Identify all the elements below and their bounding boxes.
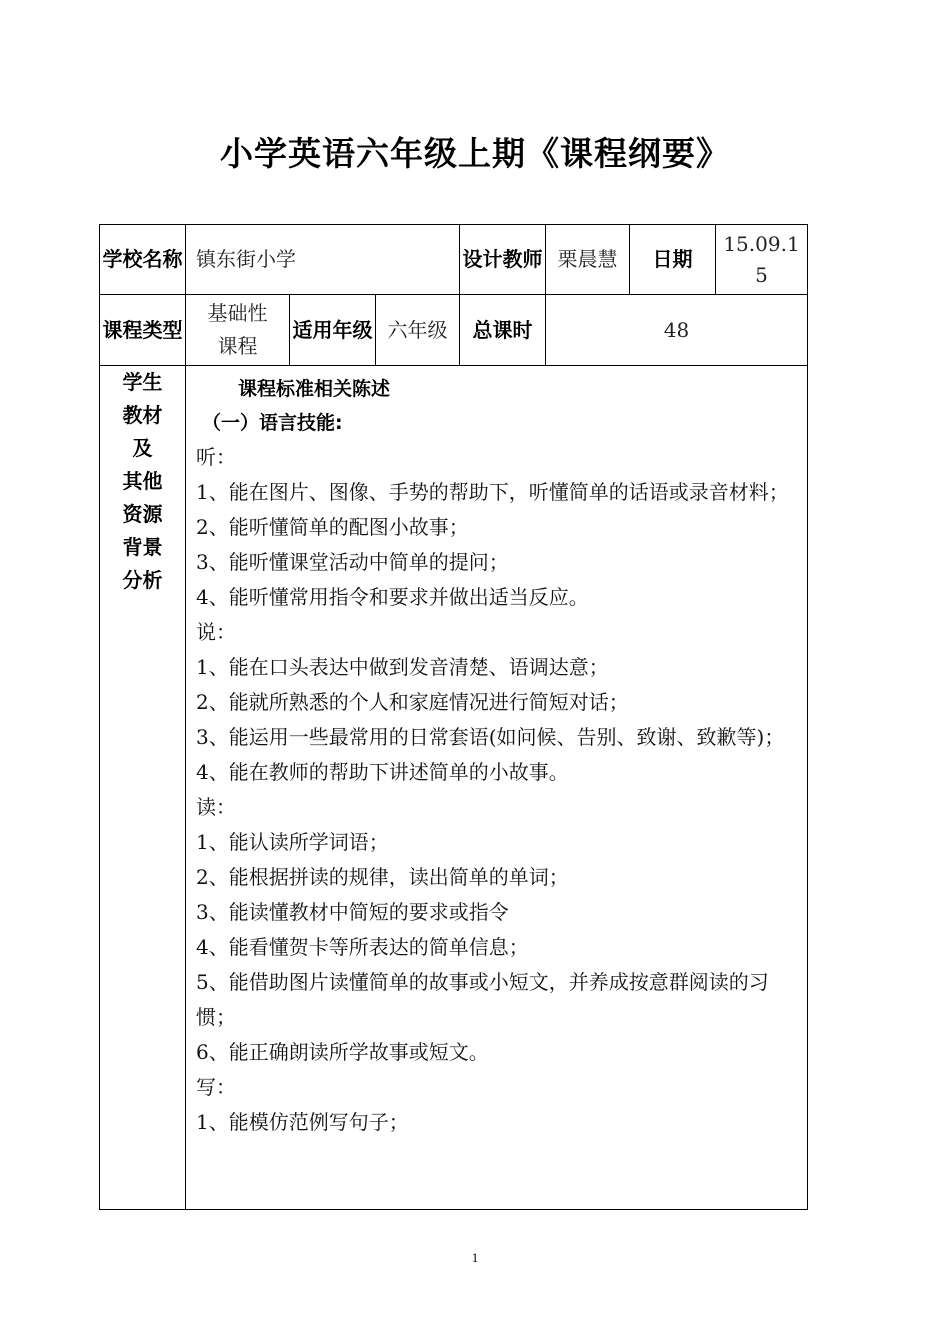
date-label: 日期: [630, 225, 716, 295]
list-item: 2、能听懂简单的配图小故事；: [196, 515, 469, 539]
list-item: 3、能读懂教材中简短的要求或指令: [196, 900, 509, 924]
list-item: 1、能认读所学词语；: [196, 830, 389, 854]
list-item: 2、能根据拼读的规律，读出简单的单词；: [196, 865, 569, 889]
section-subheading: （一）语言技能:: [202, 412, 343, 434]
table-row: [100, 366, 808, 1210]
total-hours-value: 48: [546, 295, 808, 366]
content-cell: [186, 366, 808, 1210]
list-item: 读：: [196, 795, 236, 819]
designer-label: 设计教师: [460, 225, 546, 295]
list-item: 2、能就所熟悉的个人和家庭情况进行简短对话；: [196, 690, 629, 714]
list-item: 6、能正确朗读所学故事或短文。: [196, 1040, 489, 1064]
side-label: 学生 教材 及 其他 资源 背景 分析: [122, 370, 163, 592]
total-hours-label: 总课时: [460, 295, 546, 366]
grade-label: 适用年级: [290, 295, 376, 366]
list-item: 说：: [196, 620, 236, 644]
list-item: 3、能听懂课堂活动中简单的提问；: [196, 550, 509, 574]
date-value: 15.09.15: [716, 225, 808, 295]
section-heading: 课程标准相关陈述: [238, 378, 391, 400]
list-item: 1、能模仿范例写句子；: [196, 1110, 409, 1134]
list-item: 1、能在图片、图像、手势的帮助下，听懂简单的话语或录音材料；: [196, 480, 789, 504]
page-number: 1: [471, 1250, 479, 1265]
school-value: 镇东街小学: [186, 225, 460, 295]
course-type-value: 基础性课程: [186, 295, 290, 366]
list-item: 听：: [196, 445, 236, 469]
list-item: 4、能在教师的帮助下讲述简单的小故事。: [196, 760, 569, 784]
course-type-label: 课程类型: [100, 295, 186, 366]
side-label-cell: [100, 366, 186, 1210]
school-label: 学校名称: [100, 225, 186, 295]
content-lines: [196, 440, 801, 1140]
page-title: 小学英语六年级上期《课程纲要》: [220, 134, 730, 173]
list-item: 写：: [196, 1075, 236, 1099]
table-row: [100, 295, 808, 366]
list-item: 3、能运用一些最常用的日常套语(如问候、告别、致谢、致歉等)；: [196, 725, 785, 749]
list-item: 4、能听懂常用指令和要求并做出适当反应。: [196, 585, 589, 609]
grade-value: 六年级: [376, 295, 460, 366]
designer-value: 栗晨慧: [546, 225, 630, 295]
list-item: 4、能看懂贺卡等所表达的简单信息；: [196, 935, 529, 959]
list-item: 5、能借助图片读懂简单的故事或小短文，并养成按意群阅读的习惯；: [196, 970, 769, 1029]
list-item: 1、能在口头表达中做到发音清楚、语调达意；: [196, 655, 609, 679]
syllabus-table: [99, 224, 808, 1210]
table-row: [100, 225, 808, 295]
